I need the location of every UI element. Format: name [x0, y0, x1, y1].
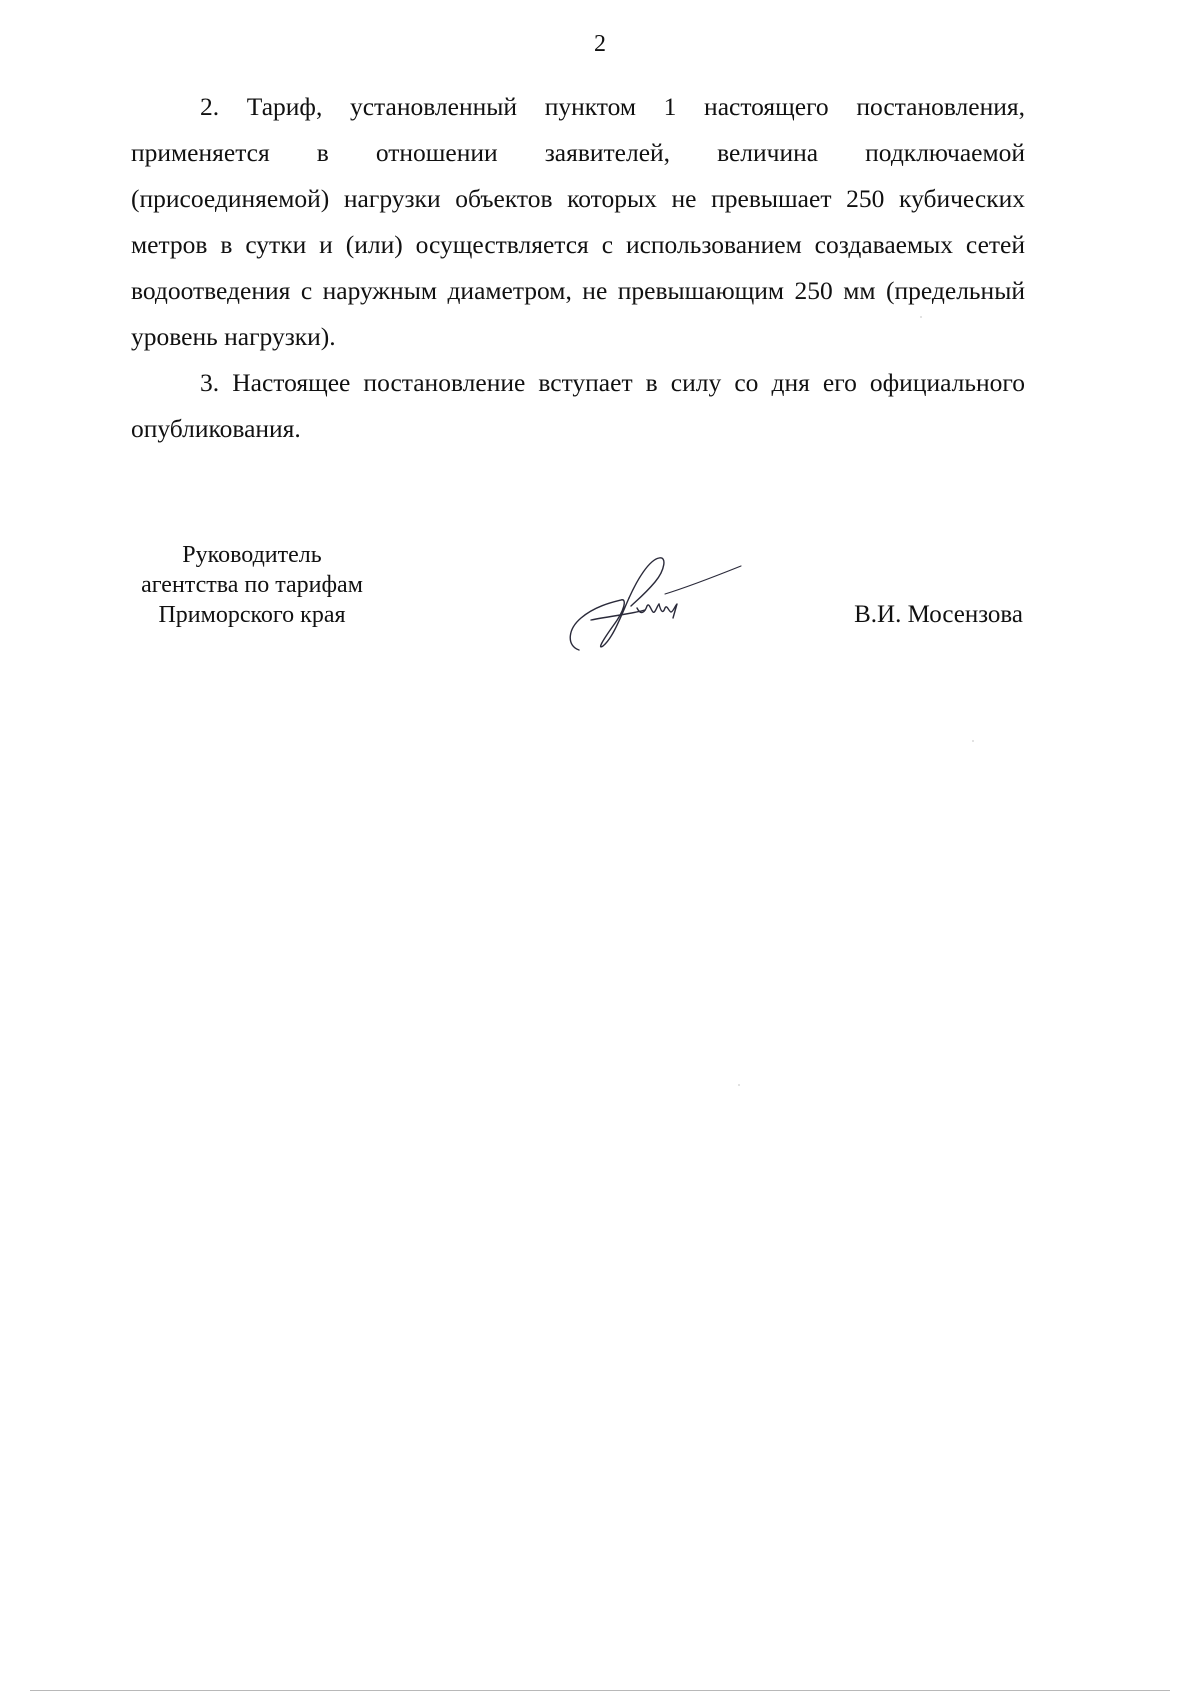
paragraph-2: 2. Тариф, установленный пунктом 1 настоящего постановления, применяется в отношении заявителей, величина подключаемой (присоединяемой) нагрузки объектов которых не превышает 250 кубических метров в сутки и (или) осуществляется с использованием создаваемых сетей водоотведения с наружным диаметром, не превышающим 250 мм (предельный уровень нагрузки).	[131, 92, 1025, 351]
signatory-position	[131, 540, 373, 630]
position-line: Руководитель	[182, 542, 322, 568]
scan-artifact	[972, 740, 974, 742]
signatory-name: В.И. Мосензова	[854, 601, 1023, 628]
signature-block	[131, 540, 1025, 660]
scan-artifact	[920, 316, 922, 318]
handwritten-signature	[561, 546, 751, 656]
position-line: Приморского края	[158, 602, 346, 628]
scan-artifact	[738, 1084, 740, 1086]
page-number: 2	[594, 31, 606, 57]
document-body	[131, 84, 1025, 452]
paragraph-3: 3. Настоящее постановление вступает в силу со дня его официального опубликования.	[131, 368, 1025, 443]
page-bottom-edge	[30, 1690, 1170, 1691]
position-line: агентства по тарифам	[141, 572, 363, 598]
